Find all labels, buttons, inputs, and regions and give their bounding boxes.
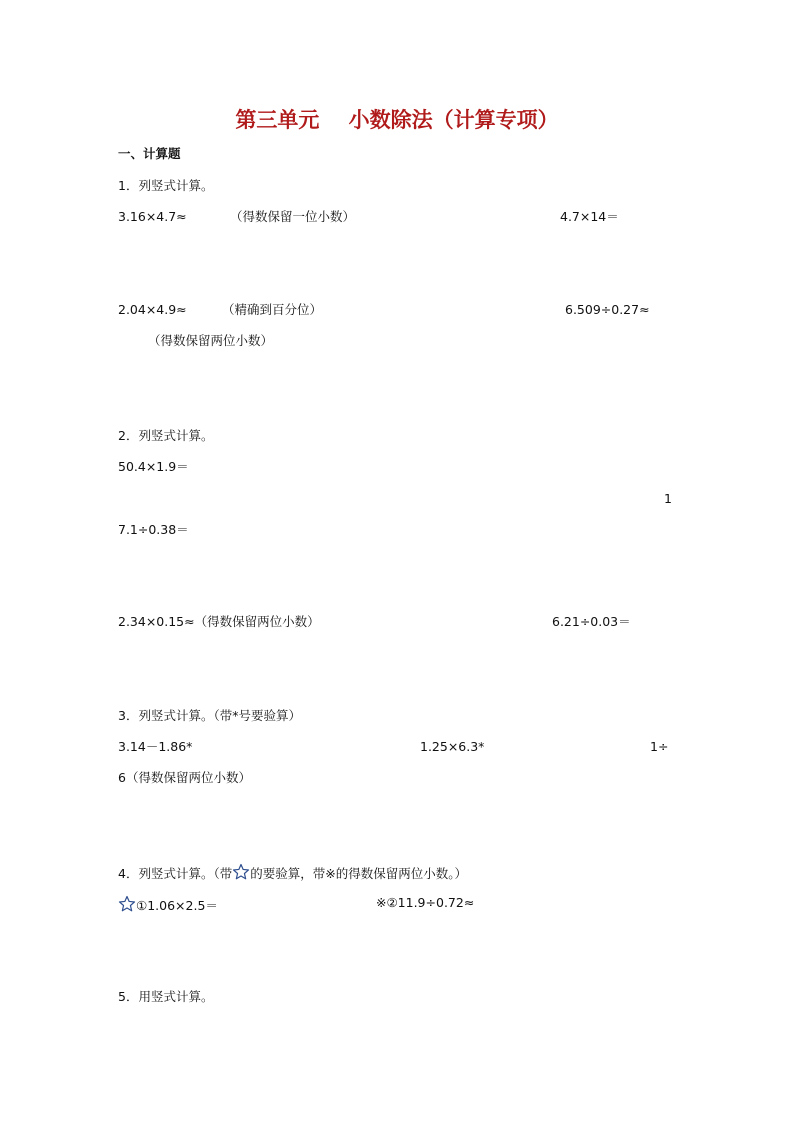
q2-problem-1: 50.4×1.9＝ (118, 459, 189, 474)
q2-stray-number: 1 (664, 491, 672, 506)
star-outline-icon (118, 895, 136, 913)
q1-problem-1-note: （得数保留一位小数） (230, 209, 356, 224)
q1-problem-4: 6.509÷0.27≈ (565, 302, 650, 317)
section-heading: 一、计算题 (118, 146, 181, 161)
q4-heading (118, 863, 467, 882)
q2-problem-3: 2.34×0.15≈（得数保留两位小数） (118, 614, 320, 629)
q1-heading: 1．列竖式计算。 (118, 178, 214, 193)
q1-problem-4-note: （得数保留两位小数） (148, 333, 274, 348)
q1-problem-1: 3.16×4.7≈ (118, 209, 187, 224)
q3-problem-3-start: 1÷ (650, 739, 669, 754)
q4-problem-1 (118, 895, 218, 914)
q1-problem-2: 4.7×14＝ (560, 209, 619, 224)
q2-problem-2: 7.1÷0.38＝ (118, 522, 189, 537)
q2-problem-4: 6.21÷0.03＝ (552, 614, 631, 629)
page-title: 第三单元 小数除法（计算专项） (235, 107, 559, 132)
q4-heading-end: 的要验算，带※的得数保留两位小数。） (250, 866, 467, 881)
q4-problem-1-text: ①1.06×2.5＝ (136, 898, 218, 913)
q3-problem-1: 3.14－1.86* (118, 739, 193, 754)
q1-problem-3: 2.04×4.9≈ (118, 302, 187, 317)
q1-problem-3-note: （精确到百分位） (222, 302, 323, 317)
q5-heading: 5．用竖式计算。 (118, 989, 214, 1004)
q3-problem-3-end: 6（得数保留两位小数） (118, 770, 251, 785)
q4-problem-2: ※②11.9÷0.72≈ (376, 895, 475, 910)
q4-heading-start: 4．列竖式计算。（带 (118, 866, 233, 881)
star-outline-icon (232, 863, 250, 881)
q2-heading: 2．列竖式计算。 (118, 428, 214, 443)
q3-problem-2: 1.25×6.3* (420, 739, 485, 754)
q3-heading: 3．列竖式计算。（带*号要验算） (118, 708, 301, 723)
